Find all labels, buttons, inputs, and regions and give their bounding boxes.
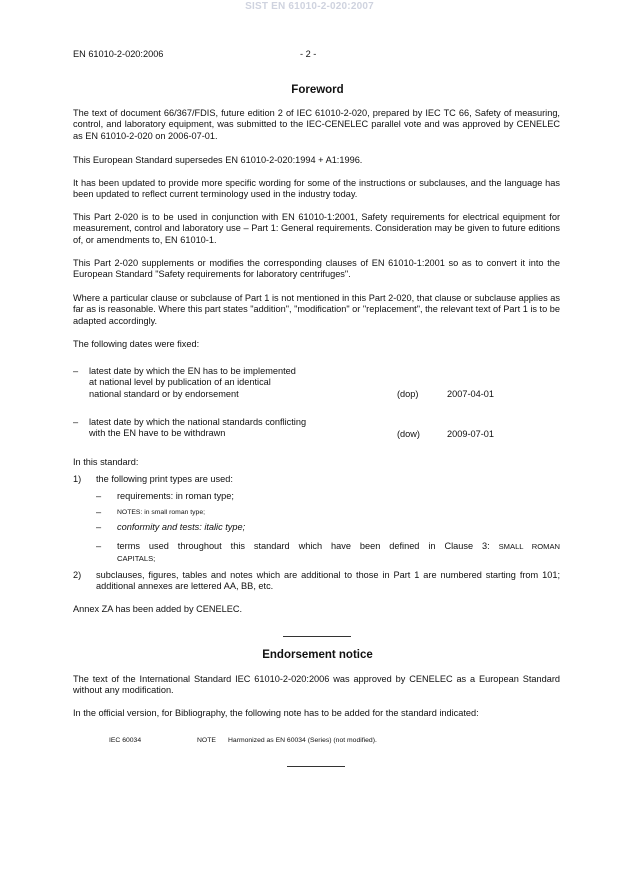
note-text: Harmonized as EN 60034 (Series) (not modified). [228, 737, 377, 744]
date-item-dash: – [73, 366, 79, 376]
date-item-text [89, 366, 296, 400]
print-type-conformity: conformity and tests: italic type; [117, 522, 246, 532]
date-item-line: latest date by which the national standards conflicting [89, 417, 307, 427]
list-item-text: subclauses, figures, tables and notes which are additional to those in Part 1 are numbered starting from 101; additional annexes are lettered AA, BB, etc. [96, 570, 560, 592]
print-type-terms [117, 541, 560, 552]
header-page-number: - 2 - [300, 49, 317, 59]
foreword-paragraph: This European Standard supersedes EN 61010-2-020:1994 + A1:1996. [73, 155, 363, 165]
endorsement-paragraph: In the official version, for Bibliography, the following note has to be added for the standard indicated: [73, 708, 479, 718]
list-item-text: the following print types are used: [96, 474, 233, 484]
date-item-line: national standard or by endorsement [89, 388, 239, 399]
date-item-line: at national level by publication of an identical [89, 377, 271, 388]
foreword-paragraph: This Part 2-020 is to be used in conjunction with EN 61010-1:2001, Safety requirements for electrical equipment for measurement, control and laboratory use – Part 1: General requirements. Consideration may be given to future editions of, or amendments to, EN 61010-1. [73, 212, 560, 245]
watermark: SIST EN 61010-2-020:2007 [245, 1, 374, 12]
print-type-terms-cont [117, 554, 155, 563]
header-doc-id: EN 61010-2-020:2006 [73, 49, 164, 59]
foreword-paragraph: It has been updated to provide more specific wording for some of the instructions or subclauses, and the language has been updated to reflect current terminology used in the industry today. [73, 178, 560, 200]
print-type-requirements: requirements: in roman type; [117, 491, 234, 501]
date-item-abbr: (dow) [397, 429, 420, 439]
section-divider [283, 636, 351, 637]
foreword-paragraph: The following dates were fixed: [73, 339, 200, 349]
date-item-text [89, 417, 306, 440]
date-item-date: 2007-04-01 [447, 389, 494, 399]
foreword-paragraph: This Part 2-020 supplements or modifies the corresponding clauses of EN 61010-1:2001 so as to convert it into the European Standard "Safety requirements for laboratory centrifuges". [73, 258, 560, 280]
date-item-abbr: (dop) [397, 389, 419, 399]
endorsement-paragraph: The text of the International Standard IEC 61010-2-020:2006 was approved by CENELEC as a European Standard without any modification. [73, 674, 560, 696]
foreword-title: Foreword [291, 84, 344, 96]
in-this-standard-label: In this standard: [73, 457, 139, 467]
sublist-dash: – [96, 522, 102, 532]
sublist-dash: – [96, 507, 102, 517]
terms-small-caps: SMALL ROMAN [498, 542, 560, 551]
foreword-paragraph: Where a particular clause or subclause of Part 1 is not mentioned in this Part 2-020, that clause or subclause applies as far as is reasonable. Where this part states "addition", "modification" or "replacement", the relevant text of Part 1 is to be adapted accordingly. [73, 293, 560, 326]
note-standard: IEC 60034 [109, 737, 142, 744]
date-item-date: 2009-07-01 [447, 429, 494, 439]
list-number: 2) [73, 570, 82, 580]
terms-small-caps: CAPITALS [117, 554, 154, 563]
annex-note: Annex ZA has been added by CENELEC. [73, 604, 243, 614]
date-item-line: latest date by which the EN has to be implemented [89, 366, 296, 376]
terms-text: terms used throughout this standard which have been defined in Clause 3: [117, 541, 490, 551]
sublist-dash: – [96, 491, 102, 501]
list-number: 1) [73, 474, 82, 484]
foreword-paragraph: The text of document 66/367/FDIS, future edition 2 of IEC 61010-2-020, prepared by IEC TC 66, Safety of measuring, control, and laboratory equipment, was submitted to the IEC-CENELEC parallel vote and was approved by CENELEC as EN 61010-2-020 on 2006-07-01. [73, 108, 560, 141]
endorsement-title: Endorsement notice [262, 649, 373, 661]
end-divider [287, 766, 345, 767]
date-item-line: with the EN have to be withdrawn [89, 428, 226, 439]
sublist-dash: – [96, 541, 102, 551]
date-item-dash: – [73, 417, 79, 427]
terms-end: ; [153, 554, 156, 563]
note-label: NOTE [197, 737, 216, 744]
print-type-notes: NOTES: in small roman type; [117, 509, 206, 516]
